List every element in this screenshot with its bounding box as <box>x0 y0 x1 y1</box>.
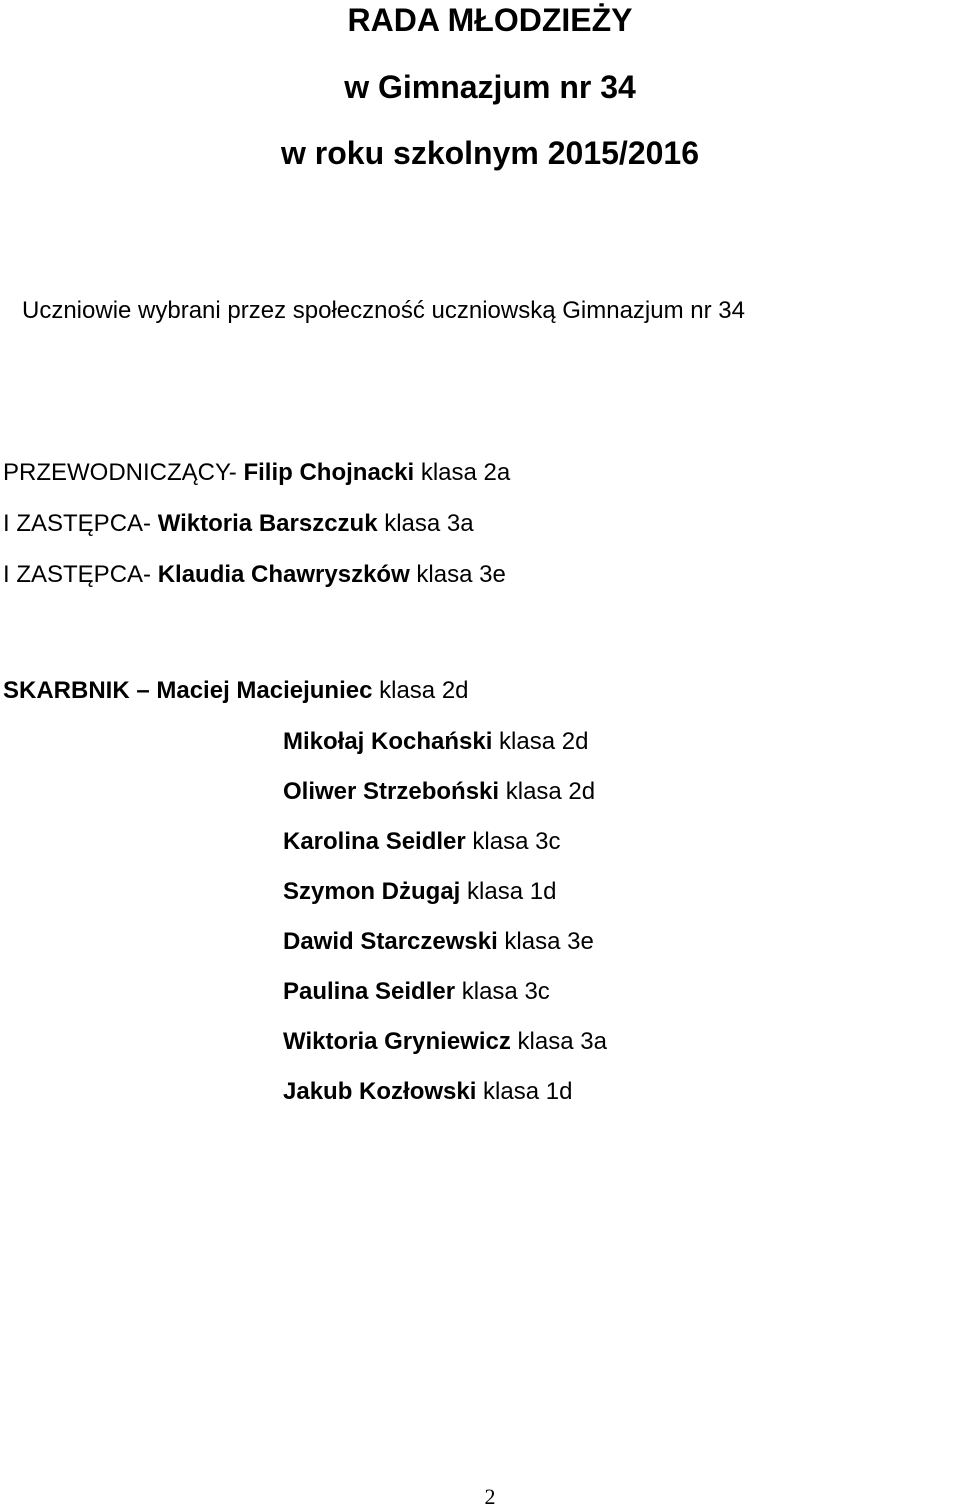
member-name: Wiktoria Gryniewicz <box>283 1028 511 1055</box>
school-year: w roku szkolnym 2015/2016 <box>281 135 699 171</box>
member-class: klasa 3a <box>510 1028 607 1055</box>
officer-row-deputy <box>3 560 506 590</box>
member-class: klasa 3c <box>465 828 561 855</box>
member-row <box>283 727 588 757</box>
document-title: RADA MŁODZIEŻY <box>347 2 633 38</box>
member-class: klasa 2d <box>492 728 589 755</box>
member-name: Karolina Seidler <box>283 828 466 855</box>
member-row <box>283 1077 572 1107</box>
member-name: Jakub Kozłowski <box>283 1078 477 1105</box>
officer-role: PRZEWODNICZĄCY- <box>3 459 244 486</box>
officer-row-chair <box>3 458 510 488</box>
member-class: klasa 3c <box>455 978 550 1005</box>
member-row <box>283 977 550 1007</box>
member-row <box>283 927 594 957</box>
treasurer-role: SKARBNIK – <box>3 677 157 704</box>
officer-name: Klaudia Chawryszków <box>157 561 410 588</box>
intro-text: Uczniowie wybrani przez społeczność uczniowską Gimnazjum nr 34 <box>22 297 745 324</box>
member-row <box>283 877 556 907</box>
officer-row-deputy <box>3 509 474 539</box>
treasurer-row <box>3 676 469 706</box>
member-name: Paulina Seidler <box>283 978 456 1005</box>
member-row <box>283 777 595 807</box>
member-row <box>283 827 560 857</box>
member-class: klasa 1d <box>460 878 557 905</box>
treasurer-name: Maciej Maciejuniec <box>156 677 373 704</box>
member-row <box>283 1027 607 1057</box>
member-class: klasa 1d <box>476 1078 573 1105</box>
member-name: Szymon Dżugaj <box>283 878 461 905</box>
officer-class: klasa 3a <box>377 510 474 537</box>
member-class: klasa 3e <box>497 928 594 955</box>
page-number: 2 <box>484 1484 496 1509</box>
officer-name: Filip Chojnacki <box>243 459 415 486</box>
officer-role: I ZASTĘPCA- <box>3 561 158 588</box>
member-class: klasa 2d <box>499 778 596 805</box>
school-name: w Gimnazjum nr 34 <box>344 69 636 105</box>
officer-class: klasa 3e <box>409 561 506 588</box>
treasurer-class: klasa 2d <box>372 677 469 704</box>
officer-role: I ZASTĘPCA- <box>3 510 158 537</box>
officer-class: klasa 2a <box>414 459 511 486</box>
member-name: Dawid Starczewski <box>283 928 498 955</box>
member-name: Mikołaj Kochański <box>283 728 493 755</box>
member-name: Oliwer Strzeboński <box>283 778 500 805</box>
officer-name: Wiktoria Barszczuk <box>157 510 378 537</box>
